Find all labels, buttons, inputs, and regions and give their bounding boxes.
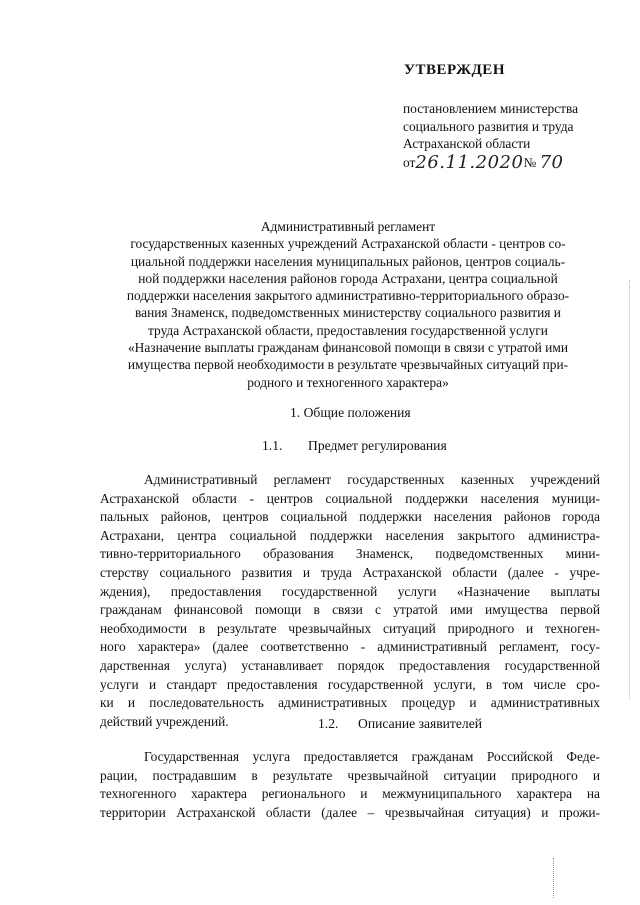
scan-bottom-mark bbox=[553, 858, 554, 898]
number-sign: № bbox=[523, 154, 537, 170]
paragraph-applicants bbox=[100, 748, 600, 822]
paragraph-line: действий учреждений. bbox=[100, 713, 229, 729]
paragraph-line: гражданам финансовой помощи в связи с утратой ими имущества первой bbox=[100, 602, 600, 618]
subsection-number: 1.2. bbox=[318, 716, 339, 731]
title-line: вания Знаменск, подведомственных министерству социального развития и bbox=[135, 305, 561, 321]
paragraph-line: ждения), предоставления государственной услуги «Назначение выплаты bbox=[100, 583, 600, 599]
handwritten-number: 70 bbox=[539, 151, 564, 173]
paragraph-line: ки и последовательность административных процедур и административных bbox=[100, 695, 600, 711]
paragraph-subject bbox=[100, 471, 600, 731]
subsection-heading-1-1 bbox=[262, 438, 447, 454]
approval-line: социального развития и труда bbox=[403, 118, 574, 134]
approval-date-line bbox=[403, 153, 613, 172]
approval-line: постановлением министерства bbox=[403, 101, 579, 116]
handwritten-date: 26.11.2020 bbox=[415, 151, 524, 173]
paragraph-line: Административный регламент государственных казенных учреждений bbox=[144, 472, 600, 487]
paragraph-line: пальных районов, центров социальной поддержки населения районов города bbox=[100, 509, 600, 525]
paragraph-line: территории Астраханской области (далее – чрезвычайная ситуация) и прожи- bbox=[100, 804, 600, 820]
title-line: имущества первой необходимости в результате чрезвычайных ситуаций при- bbox=[127, 357, 569, 373]
approval-line: Астраханской области bbox=[403, 136, 531, 151]
subsection-heading-1-2 bbox=[318, 716, 482, 732]
paragraph-line: Государственная услуга предоставляется гражданам Российской Феде- bbox=[144, 749, 600, 764]
title-line: государственных казенных учреждений Астраханской области - центров со- bbox=[130, 236, 566, 252]
subsection-title: Описание заявителей bbox=[358, 716, 482, 731]
paragraph-line: тивно-территориального образования Знаменск, подведомственных мини- bbox=[100, 546, 600, 562]
paragraph-line: рации, пострадавшим в результате чрезвычайной ситуации природного и bbox=[100, 767, 600, 783]
title-line: «Назначение выплаты гражданам финансовой помощи в связи с утратой ими bbox=[127, 340, 568, 356]
paragraph-line: техногенного характера регионального и межмуниципального характера на bbox=[100, 786, 600, 802]
paragraph-line: Астраханской области - центров социальной поддержки населения муници- bbox=[100, 490, 600, 506]
approval-block bbox=[403, 100, 613, 171]
paragraph-line: услуги и стандарт предоставления государственной услуги, в том числе сро- bbox=[100, 676, 600, 692]
paragraph-line: стерству социального развития и труда Астраханской области (далее - учре- bbox=[100, 564, 600, 580]
title-line: Административный регламент bbox=[260, 219, 436, 234]
approval-stamp-title: УТВЕРЖДЕН bbox=[404, 62, 505, 78]
section-heading: 1. Общие положения bbox=[290, 405, 411, 420]
date-prefix: от bbox=[403, 154, 416, 170]
paragraph-line: дарственная услуга) устанавливает порядок предоставления государственной bbox=[100, 657, 600, 673]
subsection-title: Предмет регулирования bbox=[308, 438, 447, 453]
title-line: поддержки населения закрытого административно-территориального образо- bbox=[126, 288, 570, 304]
document-title bbox=[98, 218, 598, 391]
subsection-number: 1.1. bbox=[262, 438, 283, 453]
title-line: труда Астраханской области, предоставления государственной услуги bbox=[148, 322, 548, 338]
title-line: циальной поддержки населения муниципальных районов, центров социаль- bbox=[130, 253, 566, 269]
paragraph-line: необходимости в результате чрезвычайных ситуаций природного и техноген- bbox=[100, 620, 600, 636]
paragraph-line: ного характера» (далее соответственно - административный регламент, госу- bbox=[100, 639, 600, 655]
title-line: родного и техногенного характера» bbox=[247, 374, 449, 390]
paragraph-line: Астрахани, центра социальной поддержки населения закрытого администра- bbox=[100, 527, 600, 543]
title-line: ной поддержки населения районов города Астрахани, центра социальной bbox=[138, 270, 558, 286]
scan-edge-mark bbox=[629, 280, 630, 700]
